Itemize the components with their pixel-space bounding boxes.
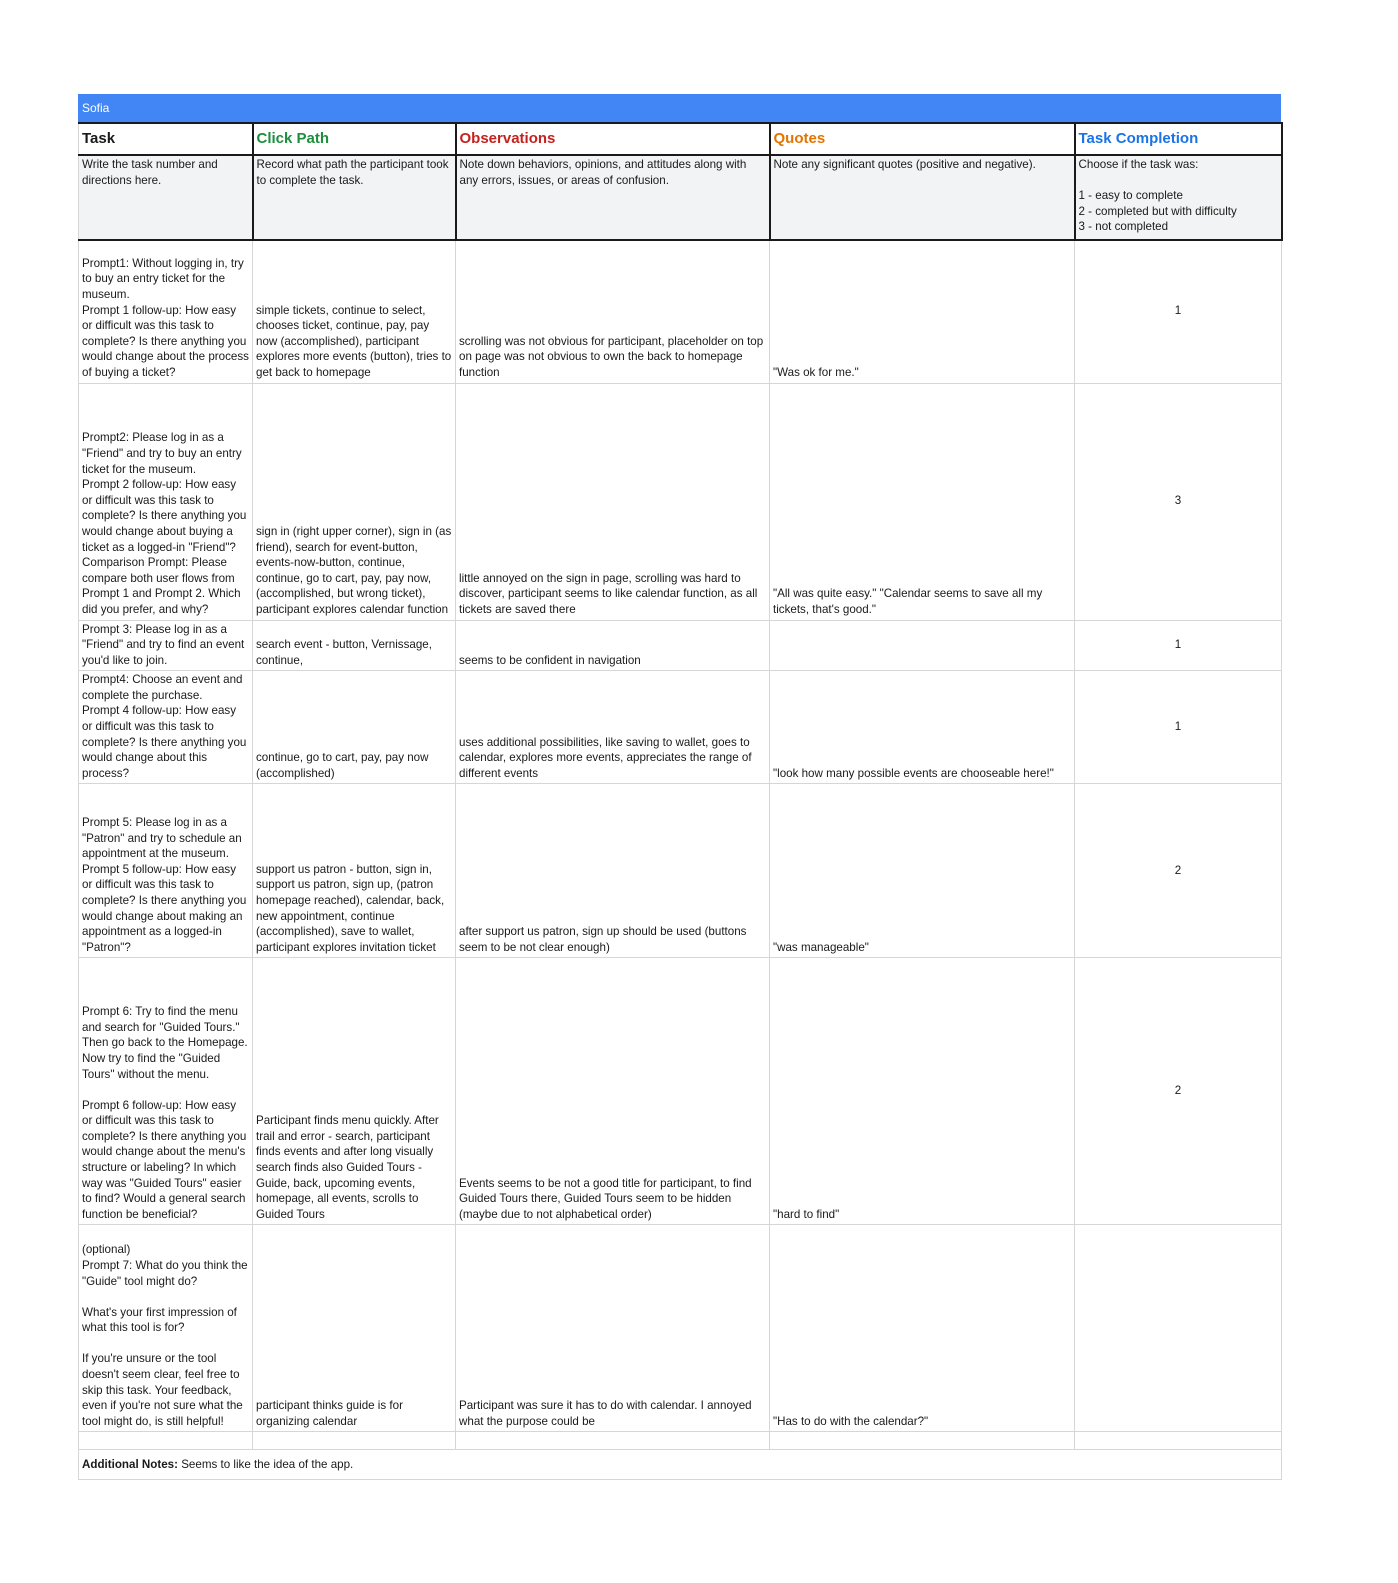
notes-label: Additional Notes: xyxy=(82,1457,178,1471)
table-row xyxy=(79,620,1282,671)
desc-observations[interactable]: Note down behaviors, opinions, and attitudes along with any errors, issues, or areas of confusion. xyxy=(456,155,770,240)
cell-click-path[interactable]: continue, go to cart, pay, pay now (accomplished) xyxy=(253,671,456,784)
cell-observations[interactable]: scrolling was not obvious for participant, placeholder on top on page was not obvious to own the back to homepage function xyxy=(456,240,770,383)
cell-task[interactable]: Prompt 5: Please log in as a "Patron" and try to schedule an appointment at the museum. Prompt 5 follow-up: How easy or difficult was this task to complete? Is there anything you would change about making an appointment as a logged-in "Patron"? xyxy=(79,784,253,958)
cell-observations[interactable]: after support us patron, sign up should be used (buttons seem to be not clear enough) xyxy=(456,784,770,958)
desc-quotes[interactable]: Note any significant quotes (positive and negative). xyxy=(770,155,1075,240)
empty-cell[interactable] xyxy=(1075,1432,1282,1450)
cell-task[interactable]: Prompt 6: Try to find the menu and search for "Guided Tours." Then go back to the Homepage. Now try to find the "Guided Tours" without the menu. Prompt 6 follow-up: How easy or difficult was this task to complete? Is there anything you would change about the menu's structure or labeling? In which way was "Guided Tours" easier to find? Would a general search function be beneficial? xyxy=(79,958,253,1225)
additional-notes-cell[interactable] xyxy=(79,1450,1282,1480)
cell-quotes[interactable]: "Was ok for me." xyxy=(770,240,1075,383)
cell-click-path[interactable]: search event - button, Vernissage, continue, xyxy=(253,620,456,671)
table-row xyxy=(79,671,1282,784)
header-row xyxy=(79,123,1282,155)
table-row xyxy=(79,958,1282,1225)
cell-observations[interactable]: seems to be confident in navigation xyxy=(456,620,770,671)
cell-observations[interactable]: Participant was sure it has to do with calendar. I annoyed what the purpose could be xyxy=(456,1225,770,1432)
header-task-completion[interactable]: Task Completion xyxy=(1075,123,1282,155)
empty-cell[interactable] xyxy=(770,1432,1075,1450)
cell-click-path[interactable]: Participant finds menu quickly. After trail and error - search, participant finds events and after long visually search finds also Guided Tours - Guide, back, upcoming events, homepage, all events, scrolls to Guided Tours xyxy=(253,958,456,1225)
header-observations[interactable]: Observations xyxy=(456,123,770,155)
cell-quotes[interactable]: "look how many possible events are chooseable here!" xyxy=(770,671,1075,784)
cell-completion[interactable]: 1 xyxy=(1075,240,1282,383)
cell-observations[interactable]: little annoyed on the sign in page, scrolling was hard to discover, participant seems to like calendar function, as all tickets are saved there xyxy=(456,383,770,620)
cell-observations[interactable]: Events seems to be not a good title for participant, to find Guided Tours there, Guided Tours seem to be hidden (maybe due to not alphabetical order) xyxy=(456,958,770,1225)
cell-click-path[interactable]: sign in (right upper corner), sign in (as friend), search for event-button, events-now-button, continue, continue, go to cart, pay, pay now, (accomplished, but wrong ticket), participant explores calendar function xyxy=(253,383,456,620)
cell-completion[interactable]: 1 xyxy=(1075,671,1282,784)
description-row xyxy=(79,155,1282,240)
cell-quotes[interactable]: "Has to do with the calendar?" xyxy=(770,1225,1075,1432)
cell-click-path[interactable]: support us patron - button, sign in, support us patron, sign up, (patron homepage reached), calendar, back, new appointment, continue (accomplished), save to wallet, participant explores invitation ticket xyxy=(253,784,456,958)
empty-cell[interactable] xyxy=(456,1432,770,1450)
empty-cell[interactable] xyxy=(253,1432,456,1450)
cell-task[interactable]: (optional) Prompt 7: What do you think the "Guide" tool might do? What's your first impression of what this tool is for? If you're unsure or the tool doesn't seem clear, feel free to skip this task. Your feedback, even if you're not sure what the tool might do, is still helpful! xyxy=(79,1225,253,1432)
cell-completion[interactable]: 1 xyxy=(1075,620,1282,671)
usability-sheet xyxy=(78,94,1281,1480)
cell-completion[interactable]: 2 xyxy=(1075,958,1282,1225)
cell-quotes[interactable]: "hard to find" xyxy=(770,958,1075,1225)
cell-task[interactable]: Prompt 3: Please log in as a "Friend" and try to find an event you'd like to join. xyxy=(79,620,253,671)
cell-click-path[interactable]: simple tickets, continue to select, chooses ticket, continue, pay, pay now (accomplished), participant explores more events (button), tries to get back to homepage xyxy=(253,240,456,383)
table-row xyxy=(79,383,1282,620)
cell-task[interactable]: Prompt4: Choose an event and complete the purchase. Prompt 4 follow-up: How easy or difficult was this task to complete? Is there anything you would change about this process? xyxy=(79,671,253,784)
cell-completion[interactable] xyxy=(1075,1225,1282,1432)
cell-task[interactable]: Prompt2: Please log in as a "Friend" and try to buy an entry ticket for the museum. Prompt 2 follow-up: How easy or difficult was this task to complete? Is there anything you would change about buying a ticket as a logged-in "Friend"? Comparison Prompt: Please compare both user flows from Prompt 1 and Prompt 2. Which did you prefer, and why? xyxy=(79,383,253,620)
cell-observations[interactable]: uses additional possibilities, like saving to wallet, goes to calendar, explores more events, appreciates the range of different events xyxy=(456,671,770,784)
empty-cell[interactable] xyxy=(79,1432,253,1450)
cell-completion[interactable]: 3 xyxy=(1075,383,1282,620)
table-row xyxy=(79,784,1282,958)
notes-text: Seems to like the idea of the app. xyxy=(177,1457,354,1471)
additional-notes-row xyxy=(79,1450,1282,1480)
desc-task-completion[interactable]: Choose if the task was: 1 - easy to complete 2 - completed but with difficulty 3 - not completed xyxy=(1075,155,1282,240)
header-task[interactable]: Task xyxy=(79,123,253,155)
cell-quotes[interactable]: "All was quite easy." "Calendar seems to save all my tickets, that's good." xyxy=(770,383,1075,620)
table-row xyxy=(79,1225,1282,1432)
cell-click-path[interactable]: participant thinks guide is for organizing calendar xyxy=(253,1225,456,1432)
desc-click-path[interactable]: Record what path the participant took to complete the task. xyxy=(253,155,456,240)
desc-task[interactable]: Write the task number and directions here. xyxy=(79,155,253,240)
observation-table xyxy=(78,122,1283,1480)
cell-task[interactable]: Prompt1: Without logging in, try to buy an entry ticket for the museum. Prompt 1 follow-up: How easy or difficult was this task to complete? Is there anything you would change about the process of buying a ticket? xyxy=(79,240,253,383)
sheet-title: Sofia xyxy=(78,94,1281,122)
cell-quotes[interactable] xyxy=(770,620,1075,671)
cell-quotes[interactable]: "was manageable" xyxy=(770,784,1075,958)
empty-row xyxy=(79,1432,1282,1450)
table-row xyxy=(79,240,1282,383)
header-click-path[interactable]: Click Path xyxy=(253,123,456,155)
header-quotes[interactable]: Quotes xyxy=(770,123,1075,155)
cell-completion[interactable]: 2 xyxy=(1075,784,1282,958)
